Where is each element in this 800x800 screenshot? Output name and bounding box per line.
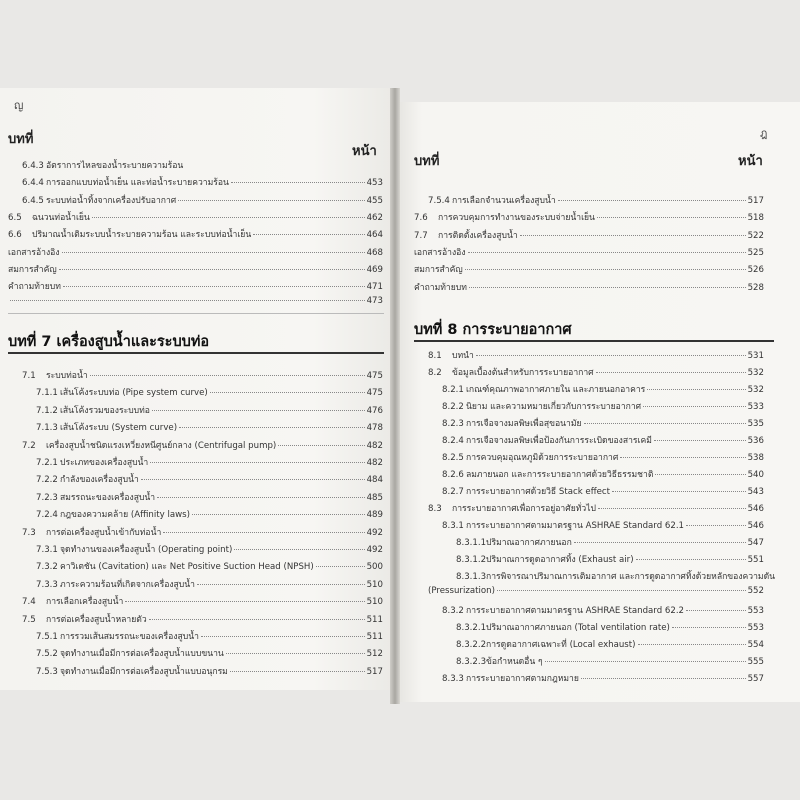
- toc-entry-page: 532: [747, 385, 764, 395]
- chapter8-title: บทที่ 8 การระบายอากาศ: [414, 322, 572, 338]
- toc-entry-page: 528: [747, 282, 764, 293]
- toc-entry: [428, 365, 764, 379]
- toc-entry-page: 532: [747, 368, 764, 378]
- toc-entry-page: 485: [366, 492, 383, 503]
- toc-entry-number: 8.3.2.2: [456, 640, 487, 650]
- left-chapter-column-label: บทที่: [8, 132, 34, 147]
- dot-leader: [197, 584, 365, 585]
- toc-entry-title: ภาระความร้อนที่เกิดจากเครื่องสูบน้ำ: [60, 579, 195, 590]
- toc-entry-page: 522: [747, 230, 764, 241]
- dot-leader: [497, 590, 746, 591]
- toc-entry: [36, 646, 383, 660]
- toc-entry-title: การเจือจางมลพิษเพื่อสุขอนามัย: [466, 419, 582, 429]
- toc-entry-number: 7.3.3: [36, 579, 58, 590]
- toc-entry-title: เอกสารอ้างอิง: [414, 247, 466, 258]
- toc-entry-title: ข้อกำหนดอื่น ๆ: [486, 657, 543, 667]
- toc-entry: [442, 433, 764, 447]
- left-page-column-label: หน้า: [352, 144, 377, 159]
- toc-entry-number: 7.5.4: [428, 196, 450, 206]
- toc-entry-title: ข้อมูลเบื้องต้นสำหรับการระบายอากาศ: [452, 368, 594, 378]
- toc-entry-page: 510: [366, 597, 383, 608]
- toc-entry-page: 476: [366, 405, 383, 416]
- toc-entry: [36, 420, 383, 434]
- dot-leader: [152, 410, 365, 411]
- toc-entry-title: การต่อเครื่องสูบน้ำเข้ากับท่อน้ำ: [46, 527, 162, 538]
- toc-entry: [36, 472, 383, 486]
- toc-entry: [456, 654, 764, 668]
- toc-entry-number: 7.2: [22, 440, 36, 451]
- dot-leader: [231, 182, 365, 183]
- toc-entry-number: 7.3.2: [36, 562, 58, 573]
- toc-entry-page: 538: [747, 453, 764, 463]
- toc-entry-title: การระบายอากาศด้วยวิธี Stack effect: [466, 487, 611, 497]
- toc-entry: [414, 228, 764, 242]
- toc-entry-page: 512: [366, 649, 383, 660]
- dot-leader: [149, 619, 365, 620]
- toc-entry-page: 475: [366, 371, 383, 381]
- chapter8-underline: [414, 340, 774, 342]
- dot-leader: [465, 269, 746, 270]
- toc-entry-title: การควบคุมการทำงานของระบบจ่ายน้ำเย็น: [438, 213, 595, 224]
- toc-entry-number: 8.2.5: [442, 453, 464, 463]
- toc-entry-page: 546: [747, 521, 764, 531]
- dot-leader: [638, 644, 746, 645]
- toc-entry-title: ลมภายนอก และการระบายอากาศด้วยวิธีธรรมชาติ: [466, 470, 654, 480]
- dot-leader: [545, 661, 746, 662]
- toc-entry-title: ระบบท่อน้ำทิ้งจากเครื่องปรับอากาศ: [46, 195, 177, 206]
- toc-entry-title: การควบคุมอุณหภูมิด้วยการระบายอากาศ: [466, 453, 619, 463]
- toc-entry-number: 8.3.3: [442, 674, 464, 684]
- toc-entry-page: 482: [366, 440, 383, 451]
- toc-entry-page: 531: [747, 351, 764, 361]
- toc-entry-number: 7.5.2: [36, 649, 58, 660]
- dot-leader: [647, 389, 745, 390]
- toc-entry-page: 473: [366, 296, 383, 307]
- dot-leader: [672, 627, 746, 628]
- toc-entry: [428, 193, 764, 207]
- toc-entry-page: 511: [366, 632, 383, 642]
- toc-entry: [8, 279, 383, 293]
- dot-leader: [63, 286, 365, 287]
- toc-entry-number: 7.2.4: [36, 510, 58, 521]
- toc-entry-page: 525: [747, 247, 764, 258]
- toc-entry: [414, 262, 764, 276]
- toc-entry-number: 8.3: [428, 504, 442, 514]
- toc-entry-title: คำถามท้ายบท: [414, 282, 467, 293]
- toc-entry-title: จุดทำงานเมื่อมีการต่อเครื่องสูบน้ำแบบอนุกรม: [60, 666, 228, 677]
- toc-entry-title: จุดทำงานเมื่อมีการต่อเครื่องสูบน้ำแบบขนาน: [60, 649, 224, 660]
- toc-entry-title: ระบบท่อน้ำ: [46, 371, 88, 381]
- dot-leader: [92, 217, 365, 218]
- toc-entry-title: ปริมาณน้ำเติมระบบน้ำระบายความร้อน และระบบท่อน้ำเย็น: [32, 230, 252, 241]
- toc-entry-title: ประเภทของเครื่องสูบน้ำ: [60, 458, 149, 468]
- toc-entry: [8, 262, 383, 276]
- toc-entry-page: 500: [366, 562, 383, 573]
- toc-entry-page: 543: [747, 487, 764, 497]
- chapter7-title: บทที่ 7 เครื่องสูบน้ำและระบบท่อ: [8, 334, 210, 350]
- toc-entry: [36, 385, 383, 399]
- toc-entry-number: 6.6: [8, 230, 22, 241]
- toc-entry: [456, 552, 764, 566]
- toc-entry: [414, 280, 764, 294]
- toc-entry-number: 8.3.1.3: [456, 572, 487, 582]
- toc-entry: [22, 594, 383, 608]
- toc-entry-number: 7.2.1: [36, 458, 58, 468]
- toc-entry-number: 7.1.1: [36, 388, 58, 399]
- toc-entry-page: 492: [366, 527, 383, 538]
- toc-entry-page: 540: [747, 470, 764, 480]
- toc-entry-number: 7.2.3: [36, 492, 58, 503]
- toc-entry: [36, 542, 383, 556]
- dot-leader: [643, 406, 745, 407]
- toc-entry: [442, 603, 764, 617]
- dot-leader: [476, 355, 746, 356]
- dot-leader: [558, 200, 746, 201]
- dot-leader: [278, 445, 364, 446]
- toc-entry-number: 8.2.1: [442, 385, 464, 395]
- toc-entry-page: 535: [747, 419, 764, 429]
- toc-entry-title: สมรรถนะของเครื่องสูบน้ำ: [60, 492, 156, 503]
- dot-leader: [201, 636, 365, 637]
- dot-leader: [192, 514, 365, 515]
- toc-entry-title: กฎของความคล้าย (Affinity laws): [60, 510, 190, 521]
- toc-entry: [36, 455, 383, 469]
- chapter7-underline: [8, 352, 384, 354]
- toc-entry-number: 8.3.1.2: [456, 555, 487, 565]
- toc-entry-number: 7.4: [22, 597, 36, 608]
- dot-leader: [468, 252, 746, 253]
- toc-entry: [442, 450, 764, 464]
- dot-leader: [125, 601, 364, 602]
- toc-entry-page: 553: [747, 606, 764, 616]
- toc-entry-page: 489: [366, 510, 383, 521]
- dot-leader: [157, 497, 364, 498]
- toc-entry: [442, 484, 764, 498]
- toc-entry-number: 7.7: [414, 230, 428, 241]
- toc-entry-title: ปริมาณอากาศภายนอก (Total ventilation rate): [486, 623, 670, 633]
- toc-entry: [36, 490, 383, 504]
- dot-leader: [210, 392, 365, 393]
- dot-leader: [520, 235, 746, 236]
- toc-entry-title: การเลือกเครื่องสูบน้ำ: [46, 597, 124, 608]
- toc-entry-page: 471: [366, 282, 383, 293]
- toc-entry-page: 517: [366, 666, 383, 677]
- toc-entry-page: 536: [747, 436, 764, 446]
- toc-entry-number: 8.3.2.3: [456, 657, 487, 667]
- toc-entry-title: เส้นโค้งระบบ (System curve): [60, 423, 178, 434]
- toc-entry-title: เอกสารอ้างอิง: [8, 247, 60, 258]
- toc-entry: [456, 637, 764, 651]
- toc-entry-number: 8.3.1.1: [456, 538, 487, 548]
- toc-entry-page: 555: [747, 657, 764, 667]
- toc-entry-title: การระบายอากาศตามมาตรฐาน ASHRAE Standard 62.2: [466, 606, 685, 616]
- toc-entry-number: 7.3: [22, 527, 36, 538]
- toc-entry-title: กำลังของเครื่องสูบน้ำ: [60, 475, 139, 486]
- toc-entry: [22, 368, 383, 382]
- toc-entry-title: การระบายอากาศตามกฎหมาย: [466, 674, 579, 684]
- toc-entry-title: การระบายอากาศเพื่อการอยู่อาศัยทั่วไป: [452, 504, 597, 514]
- toc-entry: [22, 525, 383, 539]
- toc-entry-title: การระบายอากาศตามมาตรฐาน ASHRAE Standard 62.1: [466, 521, 685, 531]
- toc-entry-title: ปริมาณการดูดอากาศทิ้ง (Exhaust air): [486, 555, 634, 565]
- toc-entry: [414, 245, 764, 259]
- toc-entry-page: 462: [366, 212, 383, 223]
- toc-entry-page: 478: [366, 423, 383, 434]
- toc-entry-page: 492: [366, 545, 383, 555]
- toc-entry: [36, 507, 383, 521]
- toc-entry-number: 7.5: [22, 614, 36, 625]
- toc-entry-page: 554: [747, 640, 764, 650]
- dot-leader: [655, 474, 745, 475]
- toc-entry-title: การต่อเครื่องสูบน้ำหลายตัว: [46, 614, 147, 625]
- dot-leader: [636, 559, 746, 560]
- toc-entry: [456, 535, 764, 549]
- right-chapter-column-label: บทที่: [414, 154, 440, 169]
- dot-leader: [596, 372, 746, 373]
- toc-entry: [36, 559, 383, 573]
- toc-entry-page: 469: [366, 264, 383, 275]
- dot-leader: [253, 234, 364, 235]
- toc-entry-page: 526: [747, 265, 764, 276]
- toc-entry-page: 511: [366, 614, 383, 625]
- toc-entry-title: คำถามท้ายบท: [8, 282, 61, 293]
- dot-leader: [316, 566, 365, 567]
- toc-entry-page: 553: [747, 623, 764, 633]
- toc-entry: [456, 569, 776, 583]
- toc-entry-page: 468: [366, 247, 383, 258]
- toc-entry: [8, 227, 383, 241]
- toc-entry: [442, 671, 764, 685]
- dot-leader: [686, 525, 746, 526]
- dot-leader: [150, 462, 364, 463]
- toc-entry-number: 7.1.3: [36, 423, 58, 434]
- toc-entry-number: 6.4.4: [22, 178, 44, 189]
- right-page-column-label: หน้า: [738, 154, 763, 169]
- toc-entry-page: 484: [366, 475, 383, 486]
- toc-entry-number: 8.3.2.1: [456, 623, 487, 633]
- toc-entry-number: 8.2.6: [442, 470, 464, 480]
- toc-entry-title: นิยาม และความหมายเกี่ยวกับการระบายอากาศ: [466, 402, 642, 412]
- toc-entry-number: 7.5.3: [36, 666, 58, 677]
- toc-entry: [414, 210, 764, 224]
- toc-entry-number: 8.2.3: [442, 419, 464, 429]
- toc-entry-title: เครื่องสูบน้ำชนิดแรงเหวี่ยงหนีศูนย์กลาง (Centrifugal pump): [46, 440, 277, 451]
- toc-entry: [36, 629, 383, 643]
- toc-entry-number: 7.6: [414, 213, 428, 224]
- toc-entry-number: 7.1.2: [36, 405, 58, 416]
- toc-entry: [36, 577, 383, 591]
- toc-entry-page: 557: [747, 674, 764, 684]
- toc-entry-title: ปริมาณอากาศภายนอก: [486, 538, 572, 548]
- dot-leader: [179, 427, 365, 428]
- toc-entry-title: อัตราการไหลของน้ำระบายความร้อน: [46, 161, 184, 171]
- toc-entry: [456, 620, 764, 634]
- toc-entry: [36, 403, 383, 417]
- dot-leader: [141, 479, 365, 480]
- toc-entry: [36, 664, 383, 678]
- toc-entry: [442, 399, 764, 413]
- toc-entry-title: การรวมเส้นสมรรถนะของเครื่องสูบน้ำ: [60, 632, 199, 642]
- toc-entry-number: 7.3.1: [36, 545, 58, 555]
- toc-entry: [8, 210, 383, 224]
- toc-entry-page: 453: [366, 178, 383, 189]
- toc-entry-page: 475: [366, 388, 383, 399]
- toc-entry-number: 8.1: [428, 351, 442, 361]
- dot-leader: [598, 508, 746, 509]
- toc-entry-title: คาวิเตชัน (Cavitation) และ Net Positive Suction Head (NPSH): [60, 562, 314, 573]
- dot-leader: [574, 542, 746, 543]
- dot-leader: [620, 457, 745, 458]
- toc-entry-number: 8.3.2: [442, 606, 464, 616]
- dot-leader: [469, 287, 746, 288]
- dot-leader: [584, 423, 746, 424]
- toc-entry-page: 517: [747, 196, 764, 206]
- toc-entry: [442, 518, 764, 532]
- toc-entry-number: 7.1: [22, 371, 36, 381]
- toc-entry: [8, 245, 383, 259]
- toc-entry-page: 482: [366, 458, 383, 468]
- toc-entry-title: (Pressurization): [428, 586, 495, 596]
- toc-entry: [8, 296, 383, 306]
- dot-leader: [597, 217, 746, 218]
- toc-entry-title: สมการสำคัญ: [414, 265, 463, 276]
- toc-entry: [22, 175, 383, 189]
- toc-entry: [22, 158, 383, 172]
- toc-entry-page: 551: [747, 555, 764, 565]
- toc-entry-page: 518: [747, 213, 764, 224]
- right-page-folio: ฎ: [760, 127, 768, 140]
- toc-entry-page: 464: [366, 230, 383, 241]
- toc-entry: [428, 501, 764, 515]
- toc-entry-number: 8.2: [428, 368, 442, 378]
- toc-entry-title: เกณฑ์คุณภาพอากาศภายใน และภายนอกอาคาร: [466, 385, 646, 395]
- toc-entry: [442, 467, 764, 481]
- dot-leader: [10, 300, 365, 301]
- toc-entry: [22, 193, 383, 207]
- toc-entry: [22, 612, 383, 626]
- book-gutter: [390, 88, 400, 704]
- toc-entry-page: 546: [747, 504, 764, 514]
- toc-entry-number: 8.3.1: [442, 521, 464, 531]
- toc-entry-title: การเจือจางมลพิษเพื่อป้องกันการระเบิดของสารเคมี: [466, 436, 652, 446]
- toc-entry-title: การดูดอากาศเฉพาะที่ (Local exhaust): [486, 640, 636, 650]
- dot-leader: [59, 269, 365, 270]
- toc-entry-number: 6.4.3: [22, 161, 44, 171]
- toc-entry: [442, 382, 764, 396]
- dot-leader: [612, 491, 746, 492]
- toc-entry-page: 455: [366, 195, 383, 206]
- toc-entry: [22, 438, 383, 452]
- dot-leader: [178, 200, 364, 201]
- toc-entry-number: 6.5: [8, 212, 22, 223]
- toc-entry-number: 7.2.2: [36, 475, 58, 486]
- toc-entry-number: 8.2.2: [442, 402, 464, 412]
- toc-entry-title: การติดตั้งเครื่องสูบน้ำ: [438, 230, 518, 241]
- toc-entry-title: บทนำ: [452, 351, 474, 361]
- toc-entry-title: เส้นโค้งระบบท่อ (Pipe system curve): [60, 388, 208, 399]
- toc-entry-page: 552: [747, 586, 764, 596]
- dot-leader: [163, 532, 364, 533]
- toc-entry-title: การออกแบบท่อน้ำเย็น และท่อน้ำระบายความร้อน: [46, 178, 229, 189]
- toc-entry-number: 6.4.5: [22, 195, 44, 206]
- toc-entry-title: การพิจารณาปริมาณการเติมอากาศ และการดูดอากาศทิ้งด้วยหลักของความดัน: [486, 572, 776, 582]
- dot-leader: [686, 610, 746, 611]
- toc-entry: [428, 348, 764, 362]
- dot-leader: [654, 440, 746, 441]
- left-chapter-divider: [8, 313, 384, 314]
- dot-leader: [581, 678, 746, 679]
- dot-leader: [226, 653, 365, 654]
- toc-entry-number: 8.2.4: [442, 436, 464, 446]
- toc-entry-number: 8.2.7: [442, 487, 464, 497]
- toc-entry-page: 533: [747, 402, 764, 412]
- left-page-folio: ญ: [14, 99, 24, 112]
- toc-entry-page: 547: [747, 538, 764, 548]
- toc-entry-title: จุดทำงานของเครื่องสูบน้ำ (Operating point): [60, 545, 233, 555]
- toc-entry: [442, 416, 764, 430]
- toc-entry-title: เส้นโค้งรวมของระบบท่อ: [60, 405, 150, 416]
- toc-entry-page: 510: [366, 579, 383, 590]
- toc-entry-number: 7.5.1: [36, 632, 58, 642]
- toc-entry-title: สมการสำคัญ: [8, 264, 57, 275]
- dot-leader: [234, 549, 364, 550]
- toc-entry-title: ฉนวนท่อน้ำเย็น: [32, 212, 90, 223]
- dot-leader: [230, 671, 365, 672]
- dot-leader: [62, 252, 365, 253]
- dot-leader: [90, 375, 365, 376]
- toc-entry-title: การเลือกจำนวนเครื่องสูบน้ำ: [452, 196, 556, 206]
- toc-entry: [428, 586, 764, 596]
